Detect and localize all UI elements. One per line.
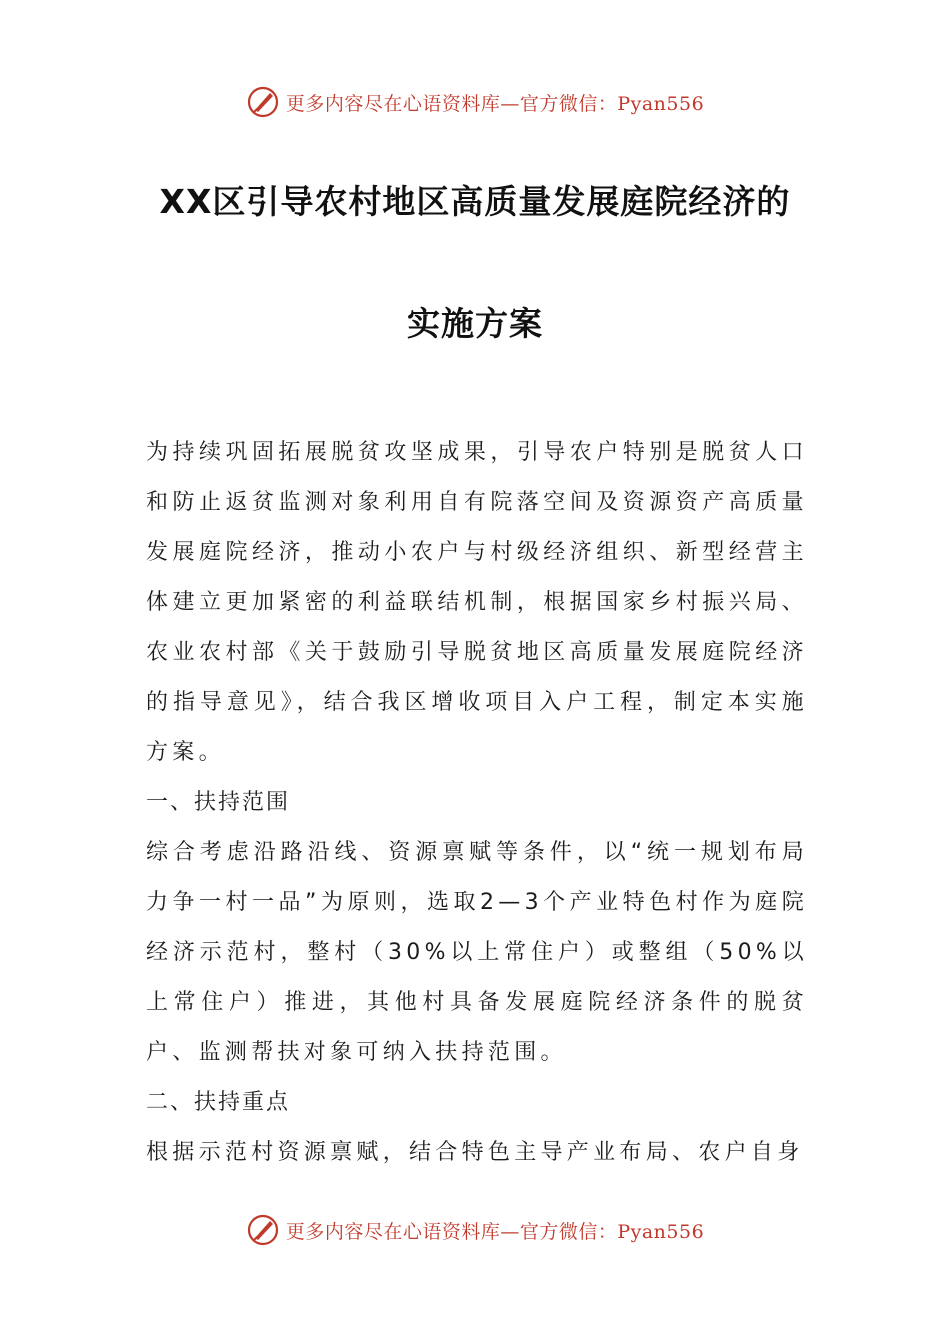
banner-text: 更多内容尽在心语资料库—官方微信：Pyan556	[285, 1220, 705, 1243]
section-paragraph-scope: 综合考虑沿路沿线、资源禀赋等条件，以“统一规划布局力争一村一品”为原则，选取2—3个产业特色村作为庭院经济示范村，整村（30%以上常住户）或整组（50%以上常住户）推进，其他村具备发展庭院经济条件的脱贫户、监测帮扶对象可纳入扶持范围。	[146, 840, 808, 1065]
banner-text: 更多内容尽在心语资料库—官方微信：Pyan556	[285, 92, 705, 115]
section-paragraph-focus: 根据示范村资源禀赋，结合特色主导产业布局、农户自身	[146, 1140, 804, 1165]
quill-pen-logo-icon	[246, 85, 280, 119]
watermark-banner-top	[0, 82, 950, 122]
section-heading-scope: 一、扶持范围	[146, 790, 291, 815]
watermark-banner-bottom	[0, 1210, 950, 1250]
intro-paragraph: 为持续巩固拓展脱贫攻坚成果，引导农户特别是脱贫人口和防止返贫监测对象利用自有院落空间及资源资产高质量发展庭院经济，推动小农户与村级经济组织、新型经营主体建立更加紧密的利益联结机制，根据国家乡村振兴局、农业农村部《关于鼓励引导脱贫地区高质量发展庭院经济的指导意见》，结合我区增收项目入户工程，制定本实施方案。	[146, 440, 808, 765]
document-title-line-1: XX区引导农村地区高质量发展庭院经济的	[159, 182, 791, 221]
section-heading-focus: 二、扶持重点	[146, 1090, 291, 1115]
document-title-line-2: 实施方案	[407, 304, 543, 343]
document-body	[146, 428, 808, 1178]
quill-pen-logo-icon	[246, 1213, 280, 1247]
